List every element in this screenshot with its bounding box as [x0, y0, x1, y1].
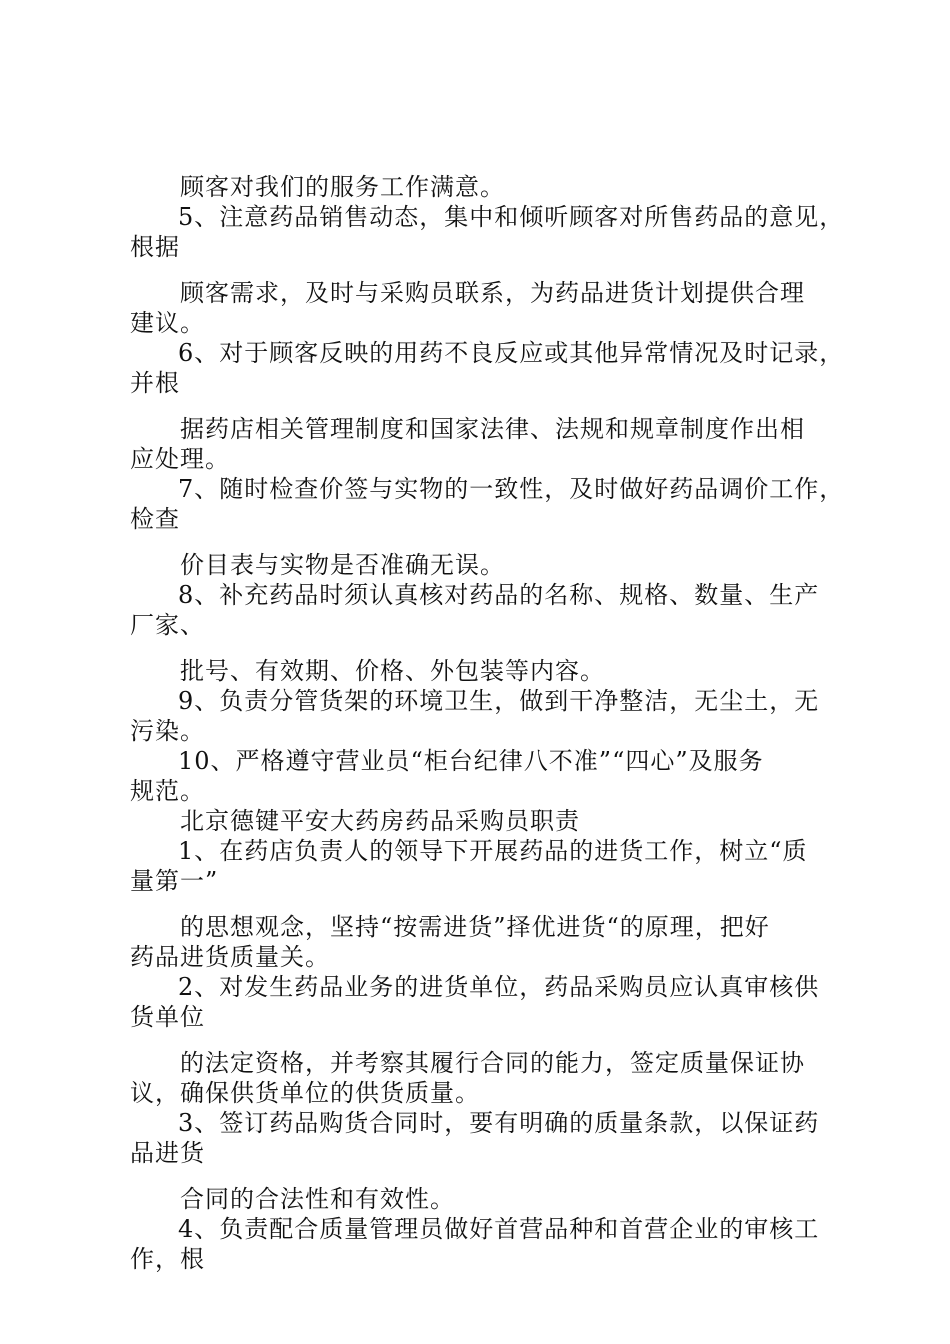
text-line: 议，确保供货单位的供货质量。: [130, 1079, 480, 1107]
text-line: 2、对发生药品业务的进货单位，药品采购员应认真审核供: [178, 973, 820, 1001]
text-line: 品进货: [130, 1139, 205, 1167]
text-line: 检查: [130, 505, 180, 533]
text-line: 作，根: [130, 1245, 205, 1273]
text-line: 合同的合法性和有效性。: [180, 1185, 455, 1213]
text-line: 9、负责分管货架的环境卫生，做到干净整洁，无尘土，无: [178, 687, 820, 715]
text-line: 货单位: [130, 1003, 205, 1031]
text-line: 建议。: [130, 309, 205, 337]
text-line: 应处理。: [130, 445, 230, 473]
text-line: 1、在药店负责人的领导下开展药品的进货工作，树立“质: [178, 837, 808, 865]
text-line: 药品进货质量关。: [130, 943, 330, 971]
text-line: 10、严格遵守营业员“柜台纪律八不准”“四心”及服务: [178, 747, 764, 775]
text-line: 价目表与实物是否准确无误。: [180, 551, 505, 579]
text-line: 厂家、: [130, 611, 205, 639]
text-line: 3、签订药品购货合同时，要有明确的质量条款，以保证药: [178, 1109, 820, 1137]
text-line: 规范。: [130, 777, 205, 805]
document-body: [130, 172, 850, 1274]
text-line: 的思想观念，坚持“按需进货”择优进货“的原理，把好: [180, 913, 770, 941]
text-line: 4、负责配合质量管理员做好首营品种和首营企业的审核工: [178, 1215, 820, 1243]
text-line: 污染。: [130, 717, 205, 745]
text-line: 顾客需求，及时与采购员联系，为药品进货计划提供合理: [180, 279, 805, 307]
text-line: 6、对于顾客反映的用药不良反应或其他异常情况及时记录，: [178, 339, 845, 367]
text-line: 批号、有效期、价格、外包装等内容。: [180, 657, 605, 685]
text-line: 量第一”: [130, 867, 219, 895]
text-line: 8、补充药品时须认真核对药品的名称、规格、数量、生产: [178, 581, 820, 609]
text-line: 的法定资格，并考察其履行合同的能力，签定质量保证协: [180, 1049, 805, 1077]
text-line: 5、注意药品销售动态，集中和倾听顾客对所售药品的意见，: [178, 203, 845, 231]
text-line: 并根: [130, 369, 180, 397]
text-line: 据药店相关管理制度和国家法律、法规和规章制度作出相: [180, 415, 805, 443]
text-line: 顾客对我们的服务工作满意。: [180, 173, 505, 201]
text-line: 根据: [130, 233, 180, 261]
text-line: 7、随时检查价签与实物的一致性，及时做好药品调价工作，: [178, 475, 845, 503]
section-heading: 北京德键平安大药房药品采购员职责: [180, 807, 580, 835]
